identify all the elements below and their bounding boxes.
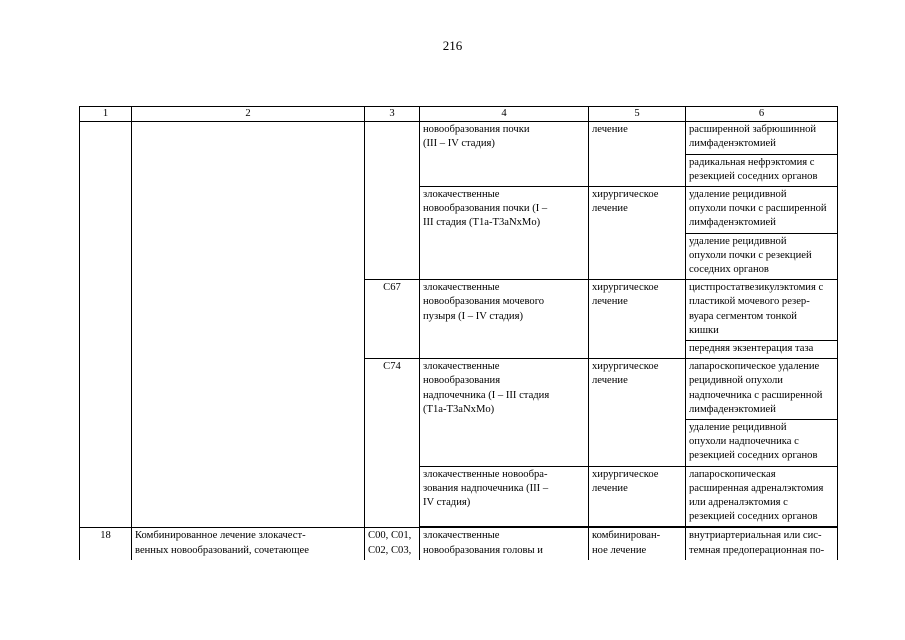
- table-row: [80, 528, 838, 560]
- cell-method: удаление рецидивной опухоли почки с резекцией соседних органов: [686, 233, 838, 280]
- cell-treatment-type: хирургическое лечение: [589, 466, 686, 527]
- cell-code: C67: [365, 280, 420, 359]
- cell-treatment-type: комбинирован- ное лечение: [589, 528, 686, 560]
- cell-diagnosis: злокачественные новообразования головы и: [420, 528, 589, 560]
- cell-treatment-type: хирургическое лечение: [589, 359, 686, 466]
- cell-description: Комбинированное лечение злокачест- венных новообразований, сочетающее: [132, 528, 365, 560]
- cell-code: C74: [365, 359, 420, 528]
- cell-diagnosis: злокачественные новообразования мочевого пузыря (I – IV стадия): [420, 280, 589, 359]
- cell-code: C00, C01, C02, C03,: [365, 528, 420, 560]
- cell-treatment-type: хирургическое лечение: [589, 187, 686, 280]
- cell-diagnosis: злокачественные новообразования надпочечника (I – III стадия (T1a-T3aNxMo): [420, 359, 589, 466]
- header-row: [80, 107, 838, 122]
- cell-diagnosis: новообразования почки (III – IV стадия): [420, 122, 589, 187]
- cell-method: расширенной забрюшинной лимфаденэктомией: [686, 122, 838, 154]
- cell-method: лапароскопическая расширенная адреналэктомия или адреналэктомия с резекцией соседних органов: [686, 466, 838, 527]
- cell-method: удаление рецидивной опухоли надпочечника с резекцией соседних органов: [686, 420, 838, 467]
- column-header-2: 2: [132, 107, 365, 122]
- table-row: [80, 122, 838, 154]
- column-header-4: 4: [420, 107, 589, 122]
- page-number: 216: [442, 38, 463, 53]
- cell-method: цистпростатвезикулэктомия с пластикой мочевого резер- вуара сегментом тонкой кишки: [686, 280, 838, 341]
- cell-code-empty: [365, 122, 420, 280]
- cell-number: 18: [80, 528, 132, 560]
- cell-method: удаление рецидивной опухоли почки с расширенной лимфаденэктомией: [686, 187, 838, 234]
- column-header-6: 6: [686, 107, 838, 122]
- cell-treatment-type: хирургическое лечение: [589, 280, 686, 359]
- column-header-3: 3: [365, 107, 420, 122]
- cell-number-empty: [80, 122, 132, 528]
- cell-method: передняя экзентерация таза: [686, 341, 838, 359]
- cell-method: внутриартериальная или сис- темная предоперационная по-: [686, 528, 838, 560]
- cell-description-empty: [132, 122, 365, 528]
- cell-method: лапароскопическое удаление рецидивной опухоли надпочечника с расширенной лимфаденэктомией: [686, 359, 838, 420]
- cell-diagnosis: злокачественные новообразования почки (I – III стадия (T1a-T3aNxMo): [420, 187, 589, 280]
- cell-method: радикальная нефрэктомия с резекцией соседних органов: [686, 154, 838, 186]
- treatment-table: [79, 106, 838, 560]
- column-header-1: 1: [80, 107, 132, 122]
- column-header-5: 5: [589, 107, 686, 122]
- cell-diagnosis: злокачественные новообра- зования надпочечника (III – IV стадия): [420, 466, 589, 527]
- cell-treatment-type: лечение: [589, 122, 686, 187]
